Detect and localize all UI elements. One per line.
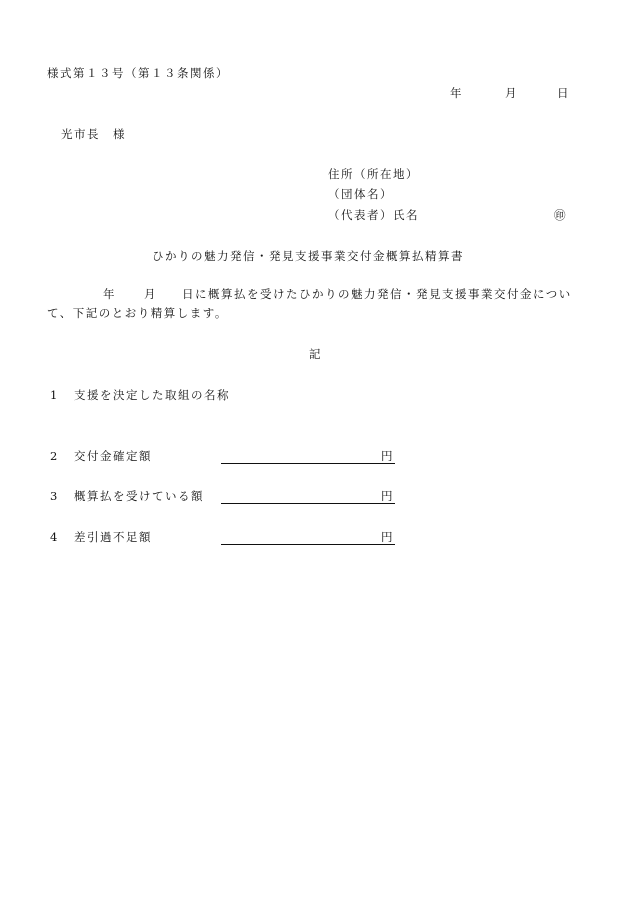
date-year-label: 年 [450,86,463,100]
body-year-label: 年 [103,287,116,301]
item-number: 3 [50,489,59,503]
item-label: 交付金確定額 [74,449,152,463]
address-label: 住所（所在地） [328,167,419,181]
item-number: 2 [50,449,59,463]
representative-name-label: （代表者）氏名 [328,208,419,222]
item-number: 4 [50,530,59,544]
amount-underline [221,544,395,545]
item-label: 差引過不足額 [74,530,152,544]
body-line-2: て、下記のとおり精算します。 [47,306,228,320]
yen-unit: 円 [381,489,394,503]
group-name-label: （団体名） [328,187,393,201]
item-label: 概算払を受けている額 [74,489,204,503]
yen-unit: 円 [381,449,394,463]
amount-underline [221,503,395,504]
addressee: 光市長 様 [61,127,126,141]
date-day-label: 日 [557,86,570,100]
form-number: 様式第１３号（第１３条関係） [47,66,229,80]
document-title: ひかりの魅力発信・発見支援事業交付金概算払精算書 [152,249,464,263]
date-month-label: 月 [505,86,518,100]
seal-mark: ㊞ [554,208,567,222]
body-month-label: 月 [144,287,157,301]
body-line-1: 日に概算払を受けたひかりの魅力発信・発見支援事業交付金につい [182,287,572,301]
ki-heading: 記 [309,347,322,361]
item-number: 1 [50,388,59,402]
item-label: 支援を決定した取組の名称 [74,388,230,402]
amount-underline [221,463,395,464]
yen-unit: 円 [381,530,394,544]
